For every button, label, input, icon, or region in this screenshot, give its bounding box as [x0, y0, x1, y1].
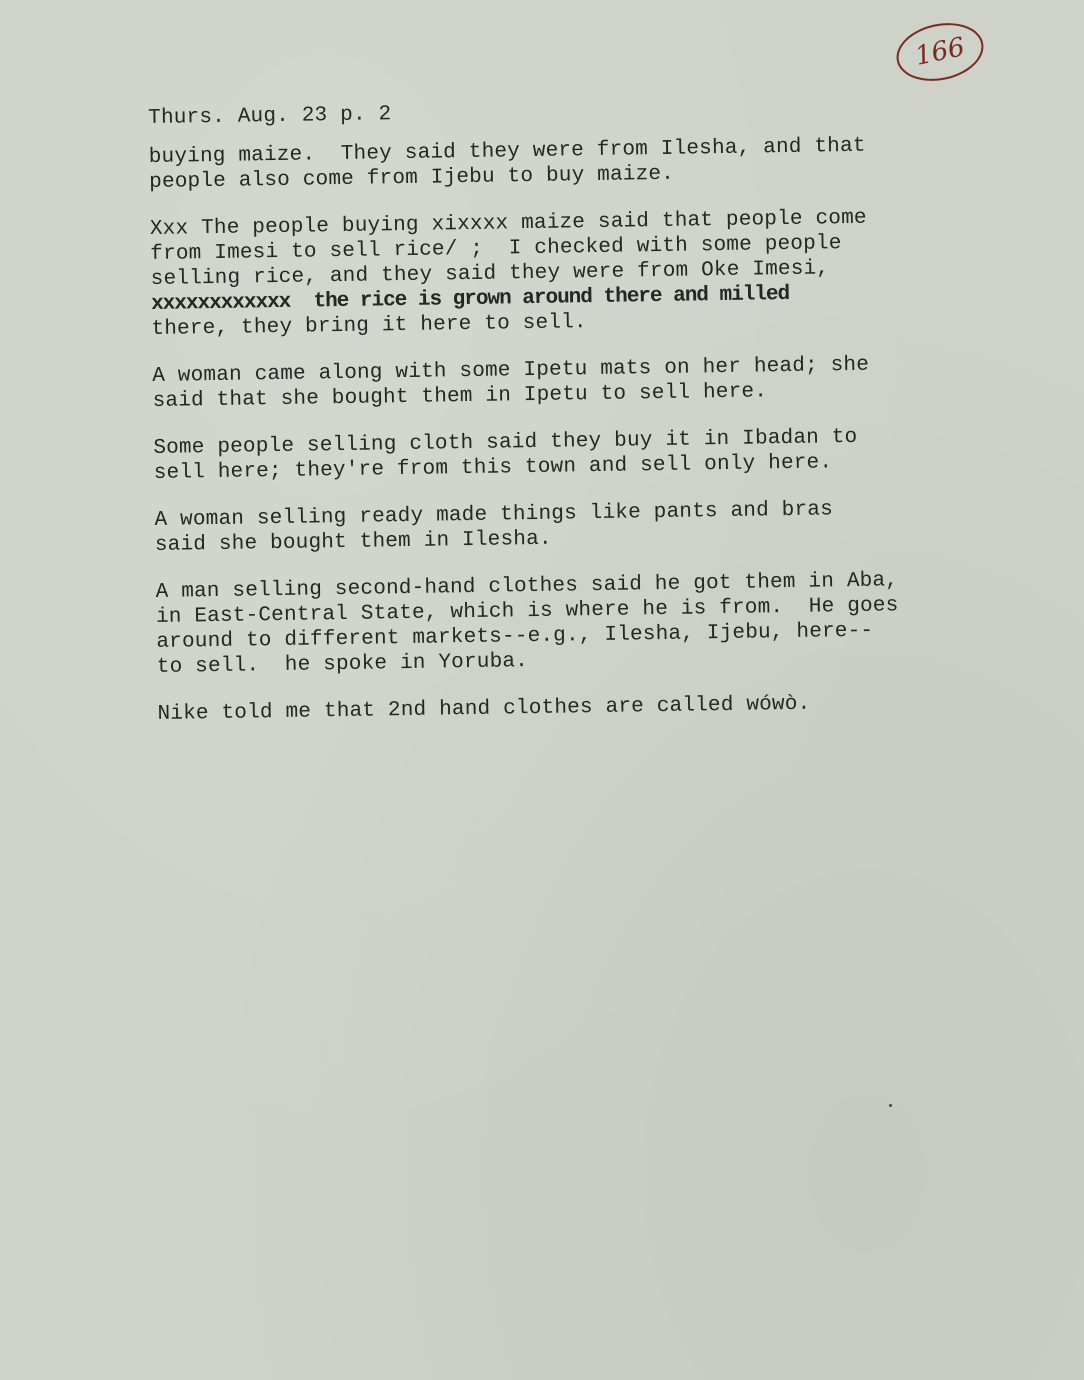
text-line: people also come from Ijebu to buy maize. [149, 162, 675, 194]
handwritten-page-number: 166 [891, 15, 989, 88]
text-line: to sell. he spoke in Yoruba. [156, 650, 529, 679]
text-line: in East-Central State, which is where he is from. He goes [155, 594, 899, 629]
text-line-struck: xxxxxxxxxxxx the rice is grown around there and milled [150, 282, 790, 316]
page-header: Thurs. Aug. 23 p. 2 [148, 103, 392, 130]
text-line: selling rice, and they said they were from Oke Imesi, [150, 257, 830, 291]
text-line: Nike told me that 2nd hand clothes are called wówò. [157, 692, 811, 726]
paragraph-wowo [157, 689, 987, 727]
text-line: said that she bought them in Ipetu to sell here. [152, 380, 768, 413]
typed-note-body [148, 93, 988, 749]
paragraph-rice-sellers [150, 204, 982, 342]
paragraph-cloth-sellers [153, 423, 984, 486]
text-line: from Imesi to sell rice/ ; I checked with some people [150, 232, 842, 266]
text-line: there, they bring it here to sell. [151, 311, 587, 341]
paper-speck [889, 1104, 892, 1107]
paragraph-maize-buyers [149, 132, 980, 195]
text-line: Xxx The people buying xixxxx maize said that people come [149, 206, 867, 241]
text-line: Some people selling cloth said they buy it in Ibadan to [153, 425, 858, 460]
text-line: A woman came along with some Ipetu mats on her head; she [152, 353, 870, 388]
text-line: buying maize. They said they were from Ilesha, and that [148, 134, 866, 169]
text-line: A woman selling ready made things like pants and bras [154, 498, 834, 532]
paragraph-ready-made [154, 495, 985, 558]
paragraph-second-hand [155, 567, 986, 680]
paragraph-ipetu-mats [152, 351, 983, 414]
text-line: sell here; they're from this town and sell only here. [153, 451, 833, 485]
text-line: said she bought them in Ilesha. [154, 527, 552, 557]
text-line: around to different markets--e.g., Ilesha, Ijebu, here-- [156, 619, 874, 654]
text-line: A man selling second-hand clothes said he got them in Aba, [155, 569, 899, 604]
